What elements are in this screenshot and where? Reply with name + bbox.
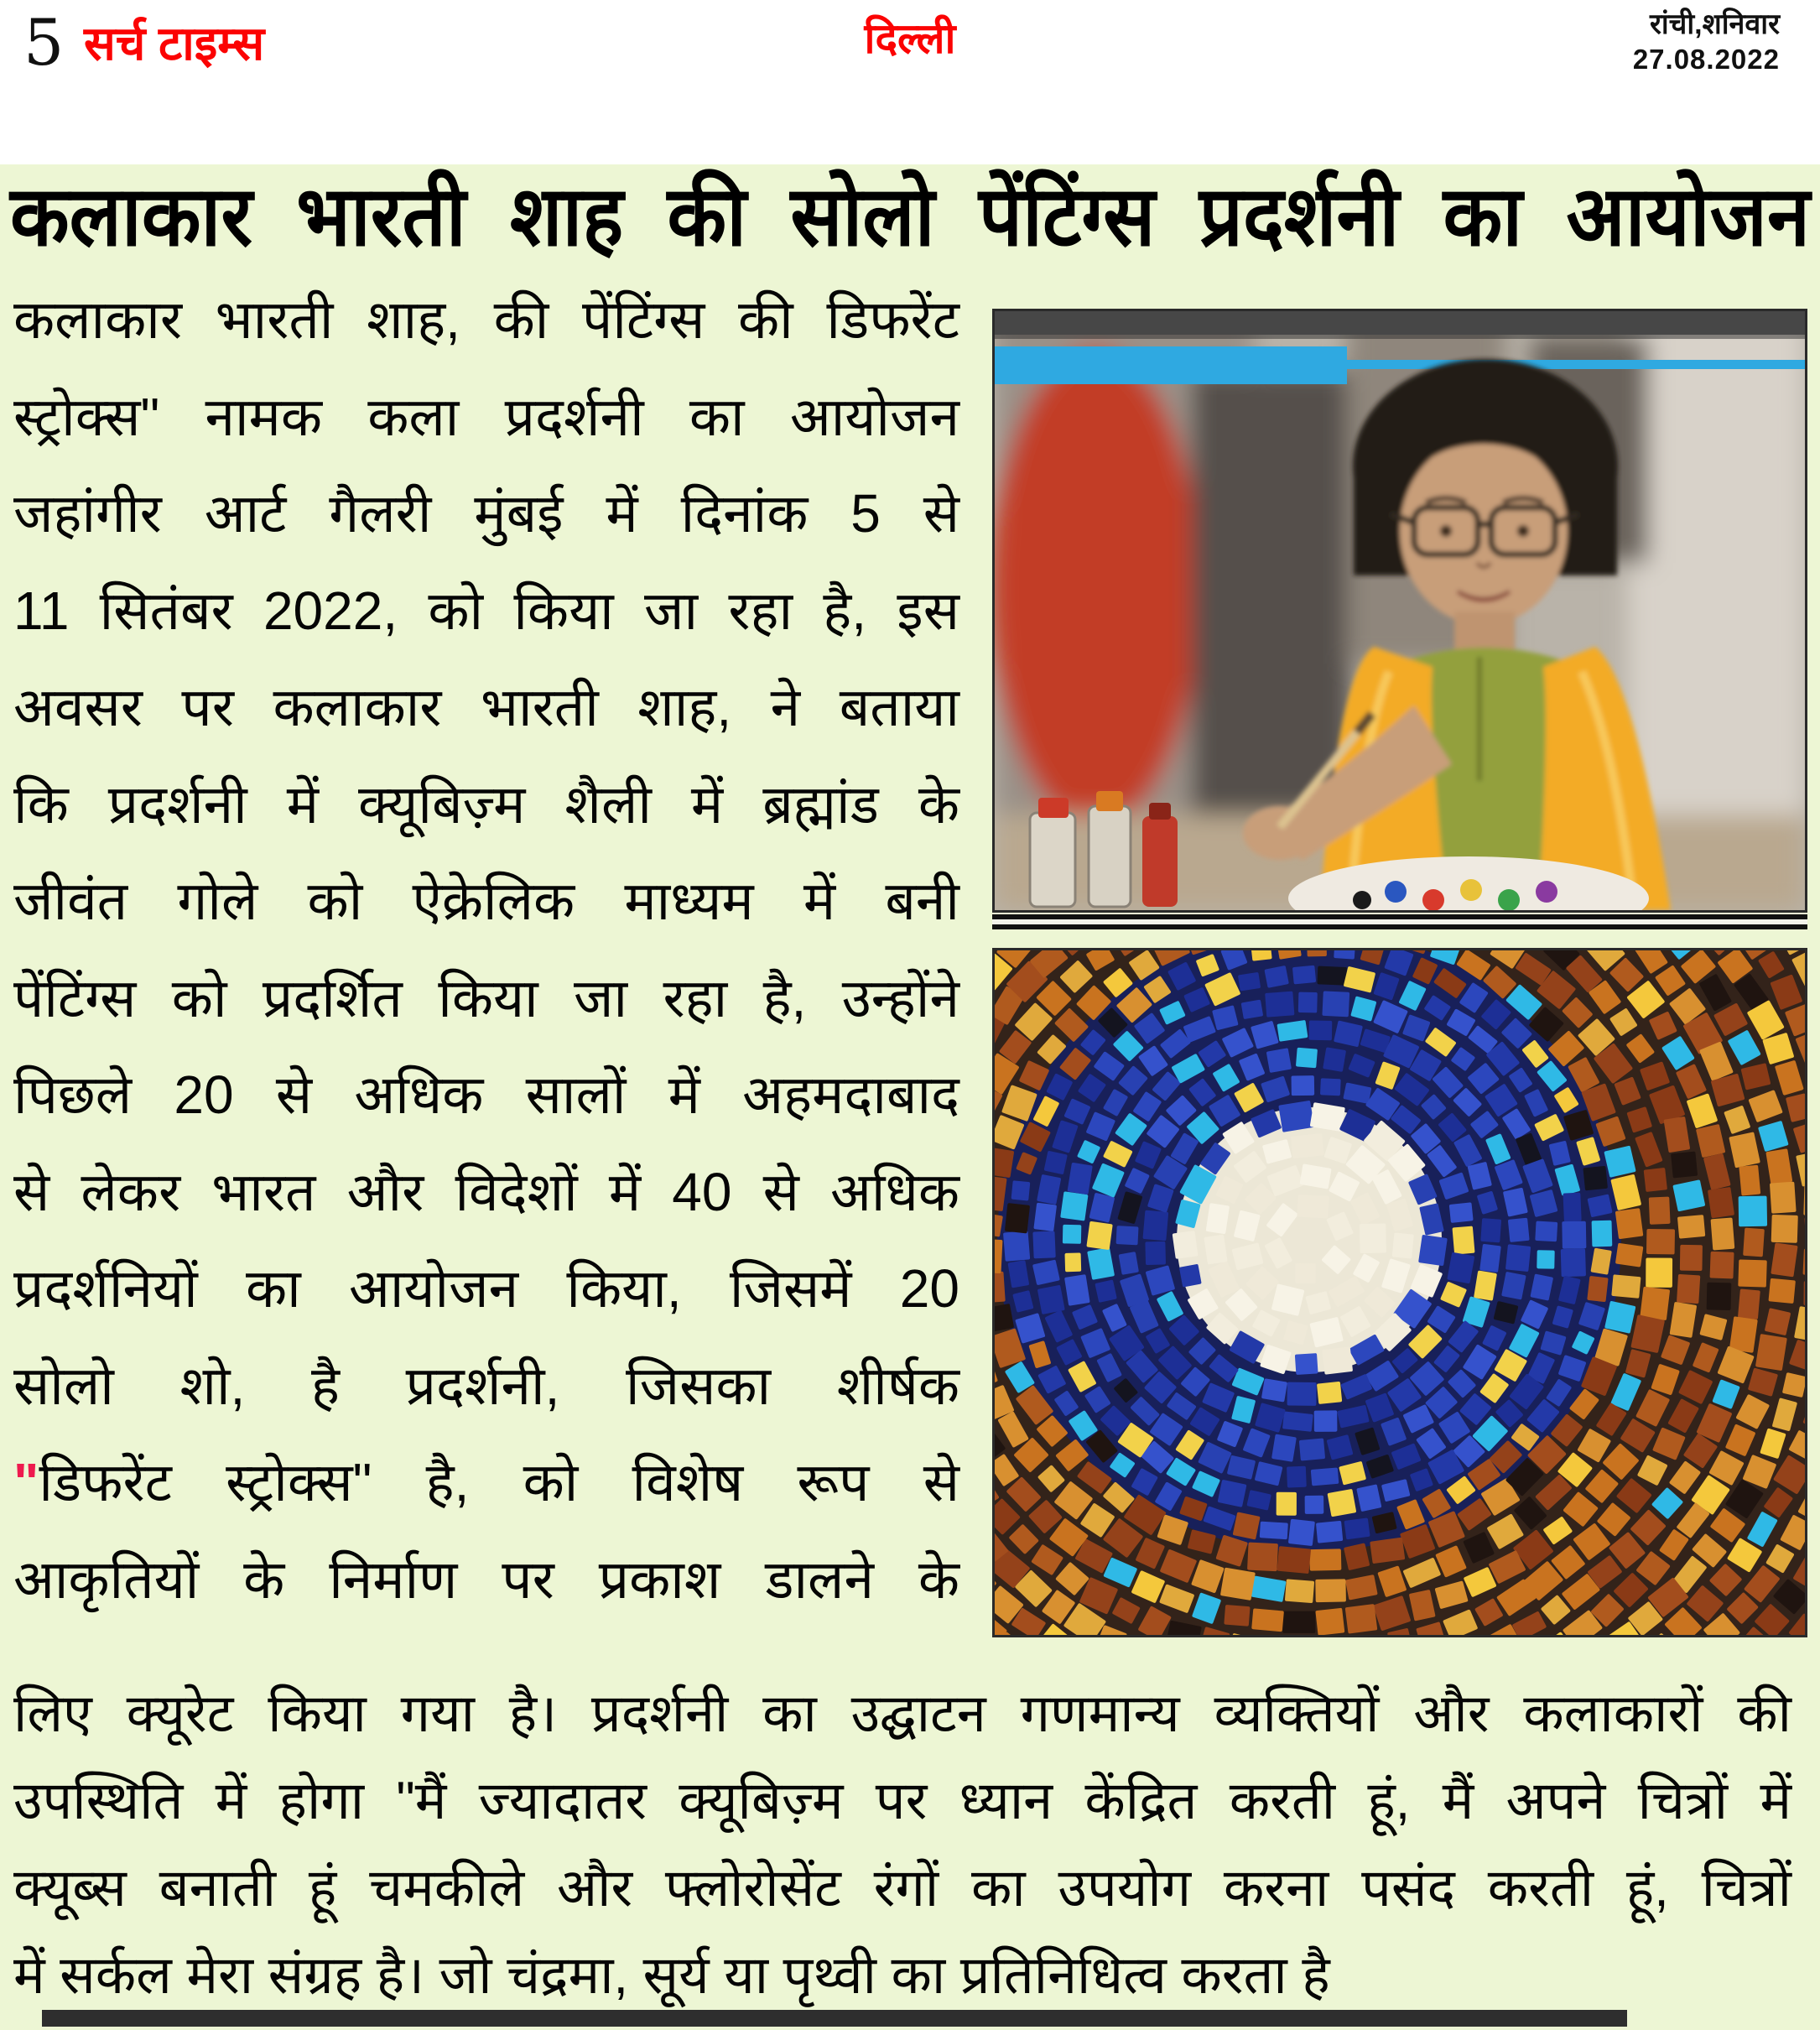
body-line: से लेकर भारत और विदेशों में 40 से अधिक bbox=[13, 1161, 959, 1222]
body-line: जीवंत गोले को ऐक्रेलिक माध्यम में बनी bbox=[13, 871, 959, 931]
edition-name: दिल्ली bbox=[864, 15, 956, 62]
body-line: 11 सितंबर 2022, को किया जा रहा है, इस bbox=[13, 580, 959, 641]
body-line: जहांगीर आर्ट गैलरी मुंबई में दिनांक 5 से bbox=[13, 483, 959, 544]
masthead bbox=[0, 0, 1820, 164]
body-line: सोलो शो, है प्रदर्शनी, जिसका शीर्षक bbox=[13, 1355, 959, 1416]
body-full-width bbox=[13, 1670, 1791, 2019]
body-line: में सर्कल मेरा संग्रह है। जो चंद्रमा, सूर्य या पृथ्वी का प्रतिनिधित्व करता है bbox=[13, 1946, 1330, 2005]
bottom-rule bbox=[42, 2010, 1627, 2027]
photo-top-bar bbox=[995, 311, 1805, 335]
body-line: उपस्थिति में होगा "मैं ज्यादातर क्यूबिज़्म पर ध्यान केंद्रित करती हूं, मैं अपने चित्रों में bbox=[13, 1772, 1791, 1830]
body-line: स्ट्रोक्स" नामक कला प्रदर्शनी का आयोजन bbox=[13, 386, 959, 447]
dateline bbox=[1633, 7, 1780, 77]
body-line: कलाकार भारती शाह, की पेंटिंग्स की डिफरेंट bbox=[13, 289, 959, 350]
quote-line-text: डिफरेंट स्ट्रोक्स" है, को विशेष रूप से bbox=[39, 1452, 959, 1512]
artist-photo bbox=[992, 309, 1807, 913]
headline: कलाकार भारती शाह की सोलो पेंटिंग्स प्रदर्शनी का आयोजन bbox=[10, 170, 1810, 263]
mosaic-artwork-photo bbox=[992, 948, 1807, 1637]
body-line: अवसर पर कलाकार भारती शाह, ने बताया bbox=[13, 677, 959, 737]
issue-date: 27.08.2022 bbox=[1632, 44, 1780, 75]
body-line-quote bbox=[13, 1434, 959, 1532]
body-line: पेंटिंग्स को प्रदर्शित किया जा रहा है, उन्होंने bbox=[13, 967, 959, 1028]
photo-separator-rule bbox=[992, 914, 1807, 929]
body-line: लिए क्यूरेट किया गया है। प्रदर्शनी का उद्घाटन गणमान्य व्यक्तियों और कलाकारों की bbox=[13, 1684, 1791, 1743]
body-line: पिछले 20 से अधिक सालों में अहमदाबाद bbox=[13, 1064, 959, 1125]
body-line: क्यूब्स बनाती हूं चमकीले और फ्लोरोसेंट रंगों का उपयोग करना पसंद करती हूं, चित्रों bbox=[13, 1859, 1791, 1918]
body-line: प्रदर्शनियों का आयोजन किया, जिसमें 20 bbox=[13, 1258, 959, 1319]
red-quote-mark: " bbox=[13, 1452, 39, 1512]
paint-bottles bbox=[1030, 791, 1178, 907]
body-left-column bbox=[13, 272, 959, 1628]
article-area bbox=[0, 164, 1820, 2030]
city-day: रांची,शनिवार bbox=[1650, 8, 1780, 40]
paper-name: सर्च टाइम्स bbox=[84, 17, 265, 70]
body-line: आकृतियों के निर्माण पर प्रकाश डालने के bbox=[13, 1549, 959, 1610]
body-line: कि प्रदर्शनी में क्यूबिज़्म शैली में ब्रह्मांड के bbox=[13, 773, 959, 835]
page-number: 5 bbox=[23, 5, 65, 80]
